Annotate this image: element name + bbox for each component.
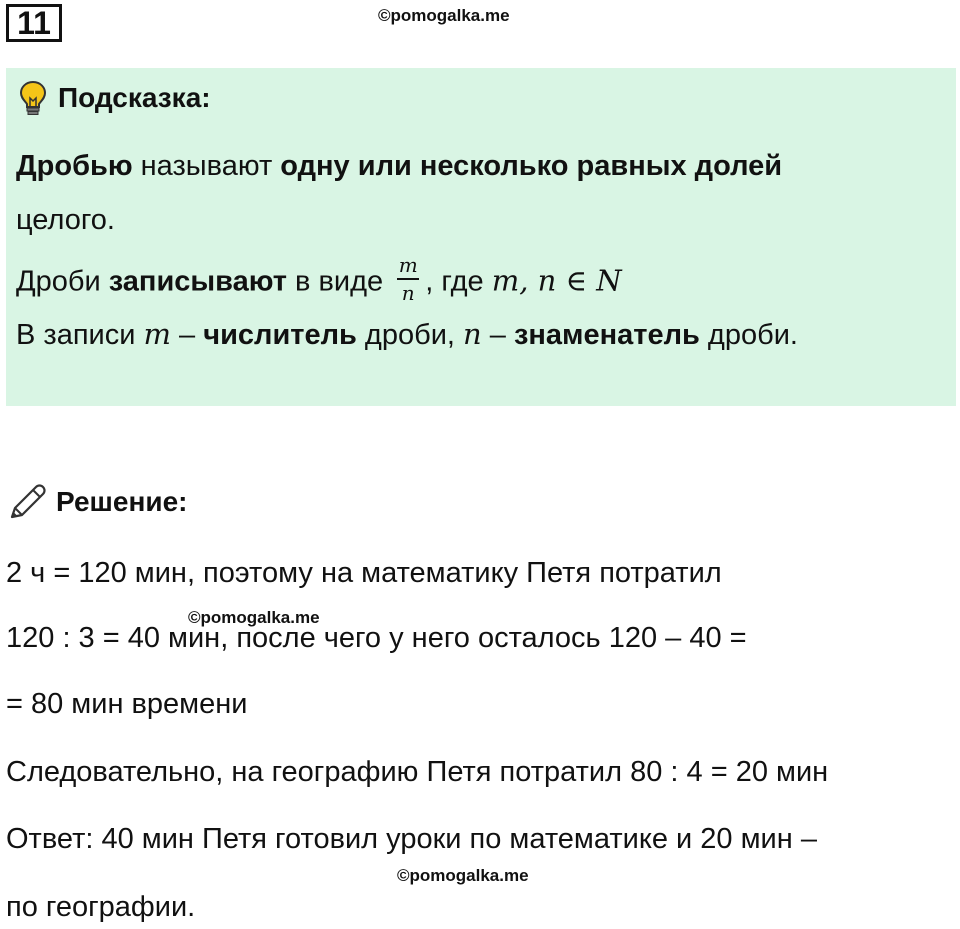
- solution-line-1: 2 ч = 120 мин, поэтому на математику Петя потратил: [6, 557, 722, 589]
- solution-line-6: по географии.: [6, 891, 196, 923]
- solution-line-2: 120 : 3 = 40 мин, после чего у него осталось 120 – 40 =: [6, 622, 747, 654]
- hint-line-2: целого.: [16, 204, 115, 236]
- solution-title-text: Решение:: [56, 486, 188, 517]
- task-number: 11: [6, 4, 62, 42]
- hint-box: [6, 68, 956, 406]
- hint-line-3: Дроби записывают в виде $\frac{m}{n}$ , где m, n ∈ N: [16, 253, 622, 305]
- solution-line-3: = 80 мин времени: [6, 688, 248, 720]
- fraction-m-over-n: $\frac{m}{n}$: [398, 253, 418, 305]
- watermark-middle: ©pomogalka.me: [188, 608, 320, 627]
- pencil-icon: [6, 481, 48, 523]
- solution-line-4: Следовательно, на географию Петя потратил 80 : 4 = 20 мин: [6, 756, 829, 788]
- watermark-bottom: ©pomogalka.me: [397, 866, 529, 885]
- hint-line-1: Дробью называют одну или несколько равных долей: [16, 150, 783, 182]
- solution-title: [6, 480, 187, 524]
- hint-line-4: В записи m – числитель дроби, n – знаменатель дроби.: [16, 317, 798, 351]
- solution-line-5: Ответ: 40 мин Петя готовил уроки по математике и 20 мин –: [6, 823, 817, 855]
- lightbulb-icon: [18, 80, 48, 116]
- hint-title-text: Подсказка:: [58, 82, 211, 113]
- watermark-top: ©pomogalka.me: [378, 6, 510, 25]
- hint-title: [18, 80, 211, 116]
- term-fraction: Дробью: [16, 150, 133, 182]
